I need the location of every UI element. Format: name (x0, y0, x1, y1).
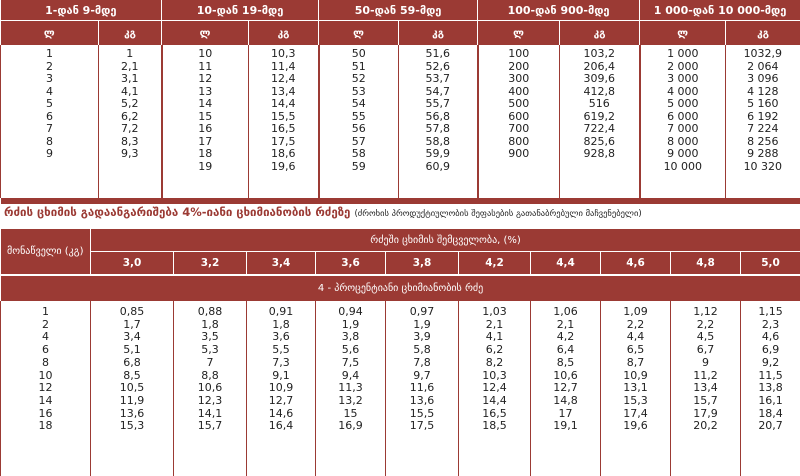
converted-value: 15,7 (174, 420, 246, 433)
kg-value: 103,2 (560, 48, 639, 61)
liters-value: 7 (1, 123, 98, 136)
converted-value: 12,3 (174, 395, 246, 408)
kg-value: 52,6 (399, 61, 477, 74)
liters-value: 800 (479, 136, 560, 149)
converted-value: 17,4 (601, 408, 670, 421)
converted-value: 19,6 (601, 420, 670, 433)
liters-value: 2 000 (641, 61, 726, 74)
converted-value: 14,8 (531, 395, 600, 408)
liters-value: 15 (163, 111, 249, 124)
liters-value: 57 (320, 136, 399, 149)
kg-value: 8 256 (726, 136, 800, 149)
converted-value: 9 (671, 357, 740, 370)
converted-value: 5,5 (247, 344, 315, 357)
range-header: 1 000-დან 10 000-მდე (640, 0, 800, 21)
liters-column (1, 45, 99, 198)
converted-value: 11,9 (91, 395, 173, 408)
range-header: 100-დან 900-მდე (478, 0, 640, 21)
converted-value: 13,2 (316, 395, 385, 408)
kg-value: 60,9 (399, 161, 477, 174)
converted-value: 7 (174, 357, 246, 370)
kg-value: 19,6 (249, 161, 318, 174)
converted-value: 1,7 (91, 319, 173, 332)
converted-value: 12,7 (247, 395, 315, 408)
converted-value: 14,1 (174, 408, 246, 421)
col-header-kg: კგ (99, 21, 162, 46)
kg-value: 9,3 (99, 148, 161, 161)
converted-value: 1,8 (174, 319, 246, 332)
fat-table-title (4, 205, 800, 219)
kg-column (726, 45, 800, 198)
converted-value: 8,5 (91, 370, 173, 383)
kg-value: 10 320 (726, 161, 800, 174)
converted-value: 16,4 (247, 420, 315, 433)
section-label: 4 - პროცენტიანი ცხიმიანობის რძე (1, 275, 800, 301)
converted-value: 10,3 (459, 370, 530, 383)
kg-column (399, 45, 478, 198)
converted-value: 0,94 (316, 306, 385, 319)
liters-value: 52 (320, 73, 399, 86)
converted-value: 19,1 (531, 420, 600, 433)
kg-value: 4 128 (726, 86, 800, 99)
fat-level-header: 3,8 (386, 252, 459, 276)
converted-value: 20,7 (741, 420, 800, 433)
kg-value: 13,4 (249, 86, 318, 99)
liters-column (478, 45, 560, 198)
converted-value: 1,15 (741, 306, 800, 319)
kg-value: 5,2 (99, 98, 161, 111)
milk-kg-value: 4 (1, 331, 90, 344)
converted-value: 11,2 (671, 370, 740, 383)
fat-level-column (531, 301, 601, 476)
converted-value: 7,5 (316, 357, 385, 370)
kg-value: 2,1 (99, 61, 161, 74)
fat-level-header: 3,4 (247, 252, 316, 276)
converted-value: 6,4 (531, 344, 600, 357)
converted-value: 5,6 (316, 344, 385, 357)
converted-value: 9,4 (316, 370, 385, 383)
col-header-liters: ლ (162, 21, 249, 46)
converted-value: 1,03 (459, 306, 530, 319)
converted-value: 5,3 (174, 344, 246, 357)
converted-value: 1,06 (531, 306, 600, 319)
fat-recalculation-table (0, 229, 800, 476)
converted-value: 8,5 (531, 357, 600, 370)
kg-value: 59,9 (399, 148, 477, 161)
liters-value: 300 (479, 73, 560, 86)
kg-value: 53,7 (399, 73, 477, 86)
converted-value: 7,8 (386, 357, 458, 370)
converted-value: 6,9 (741, 344, 800, 357)
fat-level-column (247, 301, 316, 476)
col-header-liters: ლ (640, 21, 726, 46)
kg-value: 17,5 (249, 136, 318, 149)
converted-value: 4,4 (601, 331, 670, 344)
kg-value: 16,5 (249, 123, 318, 136)
converted-value: 3,4 (91, 331, 173, 344)
converted-value: 1,9 (316, 319, 385, 332)
kg-value: 722,4 (560, 123, 639, 136)
converted-value: 8,7 (601, 357, 670, 370)
kg-value: 6 192 (726, 111, 800, 124)
converted-value: 9,2 (741, 357, 800, 370)
kg-value: 1032,9 (726, 48, 800, 61)
liters-value: 19 (163, 161, 249, 174)
kg-value: 619,2 (560, 111, 639, 124)
liters-value: 59 (320, 161, 399, 174)
liters-value: 58 (320, 148, 399, 161)
converted-value: 11,5 (741, 370, 800, 383)
kg-value: 2 064 (726, 61, 800, 74)
fat-table-title-note: (ძროხის პროდუქტიულობის შეფასების გათანაბრებული მაჩვენებელი) (354, 209, 641, 219)
converted-value: 4,1 (459, 331, 530, 344)
converted-value: 13,4 (671, 382, 740, 395)
converted-value: 11,6 (386, 382, 458, 395)
kg-value: 928,8 (560, 148, 639, 161)
kg-value: 14,4 (249, 98, 318, 111)
kg-value: 10,3 (249, 48, 318, 61)
converted-value: 16,9 (316, 420, 385, 433)
liters-value: 11 (163, 61, 249, 74)
liters-value: 13 (163, 86, 249, 99)
milk-kg-value: 1 (1, 306, 90, 319)
kg-column (99, 45, 162, 198)
converted-value: 9,1 (247, 370, 315, 383)
range-header: 1-დან 9-მდე (1, 0, 162, 21)
converted-value: 0,91 (247, 306, 315, 319)
liters-value: 53 (320, 86, 399, 99)
col-header-liters: ლ (1, 21, 99, 46)
liters-value: 6 (1, 111, 98, 124)
liters-value: 8 000 (641, 136, 726, 149)
milk-kg-value: 14 (1, 395, 90, 408)
converted-value: 15,5 (386, 408, 458, 421)
converted-value: 10,9 (601, 370, 670, 383)
converted-value: 10,9 (247, 382, 315, 395)
col-header-kg: კგ (726, 21, 800, 46)
col-header-kg: კგ (560, 21, 640, 46)
liters-value: 56 (320, 123, 399, 136)
kg-value: 11,4 (249, 61, 318, 74)
converted-value: 13,6 (386, 395, 458, 408)
milk-kg-value: 12 (1, 382, 90, 395)
fat-level-header: 4,6 (601, 252, 671, 276)
converted-value: 3,5 (174, 331, 246, 344)
liters-value: 700 (479, 123, 560, 136)
converted-value: 10,6 (174, 382, 246, 395)
kg-value: 57,8 (399, 123, 477, 136)
fat-level-column (671, 301, 741, 476)
kg-value: 6,2 (99, 111, 161, 124)
liters-column (640, 45, 726, 198)
converted-value: 13,6 (91, 408, 173, 421)
converted-value: 0,88 (174, 306, 246, 319)
fat-level-header: 4,2 (459, 252, 531, 276)
kg-value: 54,7 (399, 86, 477, 99)
kg-value: 58,8 (399, 136, 477, 149)
converted-value: 1,09 (601, 306, 670, 319)
converted-value: 17,9 (671, 408, 740, 421)
kg-value: 9 288 (726, 148, 800, 161)
kg-value: 3,1 (99, 73, 161, 86)
liters-value: 55 (320, 111, 399, 124)
liters-value: 54 (320, 98, 399, 111)
liters-value: 4 (1, 86, 98, 99)
converted-value: 9,7 (386, 370, 458, 383)
liters-value: 600 (479, 111, 560, 124)
kg-value: 1 (99, 48, 161, 61)
converted-value: 13,8 (741, 382, 800, 395)
range-header: 10-დან 19-მდე (162, 0, 319, 21)
liters-value: 9 000 (641, 148, 726, 161)
converted-value: 10,6 (531, 370, 600, 383)
converted-value: 13,1 (601, 382, 670, 395)
col-header-kg: კგ (249, 21, 319, 46)
liters-value: 50 (320, 48, 399, 61)
liters-value: 7 000 (641, 123, 726, 136)
liters-value: 10 (163, 48, 249, 61)
fat-level-header: 3,0 (91, 252, 174, 276)
converted-value: 2,1 (459, 319, 530, 332)
col-header-kg: კგ (399, 21, 478, 46)
row-header-milk-kg: მონაწველი (კგ) (1, 229, 91, 275)
converted-value: 6,2 (459, 344, 530, 357)
kg-value: 412,8 (560, 86, 639, 99)
liters-value: 12 (163, 73, 249, 86)
milk-kg-value: 2 (1, 319, 90, 332)
kg-value: 18,6 (249, 148, 318, 161)
kg-value: 7,2 (99, 123, 161, 136)
range-header: 50-დან 59-მდე (319, 0, 478, 21)
converted-value: 12,4 (459, 382, 530, 395)
converted-value: 1,12 (671, 306, 740, 319)
fat-level-column (91, 301, 174, 476)
converted-value: 3,9 (386, 331, 458, 344)
converted-value: 15,3 (91, 420, 173, 433)
converted-value: 6,5 (601, 344, 670, 357)
kg-column (249, 45, 319, 198)
converted-value: 15,7 (671, 395, 740, 408)
fat-level-header: 3,2 (174, 252, 247, 276)
milk-kg-value: 10 (1, 370, 90, 383)
liters-value: 8 (1, 136, 98, 149)
liters-value: 10 000 (641, 161, 726, 174)
liters-value: 3 (1, 73, 98, 86)
converted-value: 5,1 (91, 344, 173, 357)
col-header-liters: ლ (478, 21, 560, 46)
converted-value: 16,5 (459, 408, 530, 421)
converted-value: 4,2 (531, 331, 600, 344)
milk-kg-value: 8 (1, 357, 90, 370)
converted-value: 2,3 (741, 319, 800, 332)
kg-value: 3 096 (726, 73, 800, 86)
liters-value: 18 (163, 148, 249, 161)
kg-value: 8,3 (99, 136, 161, 149)
converted-value: 10,5 (91, 382, 173, 395)
liters-value: 17 (163, 136, 249, 149)
liters-value: 16 (163, 123, 249, 136)
kg-value: 206,4 (560, 61, 639, 74)
converted-value: 12,7 (531, 382, 600, 395)
liters-value: 100 (479, 48, 560, 61)
converted-value: 20,2 (671, 420, 740, 433)
converted-value: 16,1 (741, 395, 800, 408)
milk-kg-value: 18 (1, 420, 90, 433)
kg-value: 5 160 (726, 98, 800, 111)
converted-value: 0,97 (386, 306, 458, 319)
fat-level-header: 5,0 (741, 252, 800, 276)
fat-level-header: 4,8 (671, 252, 741, 276)
liters-value: 4 000 (641, 86, 726, 99)
converted-value: 18,5 (459, 420, 530, 433)
converted-value: 2,2 (671, 319, 740, 332)
liters-value: 3 000 (641, 73, 726, 86)
converted-value: 6,8 (91, 357, 173, 370)
liters-value: 2 (1, 61, 98, 74)
fat-table-title-main: რძის ცხიმის გადაანგარიშება 4%-იანი ცხიმიანობის რძეზე (4, 205, 350, 219)
liters-value: 6 000 (641, 111, 726, 124)
converted-value: 14,6 (247, 408, 315, 421)
liters-value: 9 (1, 148, 98, 161)
converted-value: 4,5 (671, 331, 740, 344)
kg-value: 825,6 (560, 136, 639, 149)
kg-value: 7 224 (726, 123, 800, 136)
col-header-liters: ლ (319, 21, 399, 46)
kg-value: 516 (560, 98, 639, 111)
converted-value: 0,85 (91, 306, 173, 319)
fat-level-column (174, 301, 247, 476)
kg-value: 15,5 (249, 111, 318, 124)
liters-value: 5 000 (641, 98, 726, 111)
converted-value: 1,9 (386, 319, 458, 332)
kg-value: 4,1 (99, 86, 161, 99)
fat-level-header: 3,6 (316, 252, 386, 276)
liters-column (162, 45, 249, 198)
liters-value: 5 (1, 98, 98, 111)
kg-value: 55,7 (399, 98, 477, 111)
converted-value: 2,2 (601, 319, 670, 332)
liters-value: 900 (479, 148, 560, 161)
converted-value: 8,2 (459, 357, 530, 370)
converted-value: 5,8 (386, 344, 458, 357)
liters-column (319, 45, 399, 198)
liters-value: 200 (479, 61, 560, 74)
milk-kg-column (1, 301, 91, 476)
converted-value: 17 (531, 408, 600, 421)
liter-kg-conversion-table (0, 0, 800, 204)
converted-value: 4,6 (741, 331, 800, 344)
converted-value: 3,6 (247, 331, 315, 344)
milk-kg-value: 16 (1, 408, 90, 421)
liters-value: 400 (479, 86, 560, 99)
liters-value: 1 (1, 48, 98, 61)
fat-level-header: 4,4 (531, 252, 601, 276)
liters-value: 1 000 (641, 48, 726, 61)
kg-value: 309,6 (560, 73, 639, 86)
liters-value: 500 (479, 98, 560, 111)
fat-level-column (601, 301, 671, 476)
kg-value: 12,4 (249, 73, 318, 86)
converted-value: 15 (316, 408, 385, 421)
converted-value: 18,4 (741, 408, 800, 421)
group-header-fat-content: რძეში ცხიმის შემცველობა, (%) (91, 229, 800, 252)
converted-value: 1,8 (247, 319, 315, 332)
converted-value: 17,5 (386, 420, 458, 433)
converted-value: 7,3 (247, 357, 315, 370)
milk-kg-value: 6 (1, 344, 90, 357)
kg-value: 56,8 (399, 111, 477, 124)
converted-value: 14,4 (459, 395, 530, 408)
converted-value: 8,8 (174, 370, 246, 383)
converted-value: 15,3 (601, 395, 670, 408)
converted-value: 3,8 (316, 331, 385, 344)
fat-level-column (316, 301, 386, 476)
fat-level-column (386, 301, 459, 476)
converted-value: 11,3 (316, 382, 385, 395)
converted-value: 2,1 (531, 319, 600, 332)
kg-value: 51,6 (399, 48, 477, 61)
converted-value: 6,7 (671, 344, 740, 357)
fat-level-column (459, 301, 531, 476)
kg-column (560, 45, 640, 198)
liters-value: 51 (320, 61, 399, 74)
fat-level-column (741, 301, 800, 476)
liters-value: 14 (163, 98, 249, 111)
